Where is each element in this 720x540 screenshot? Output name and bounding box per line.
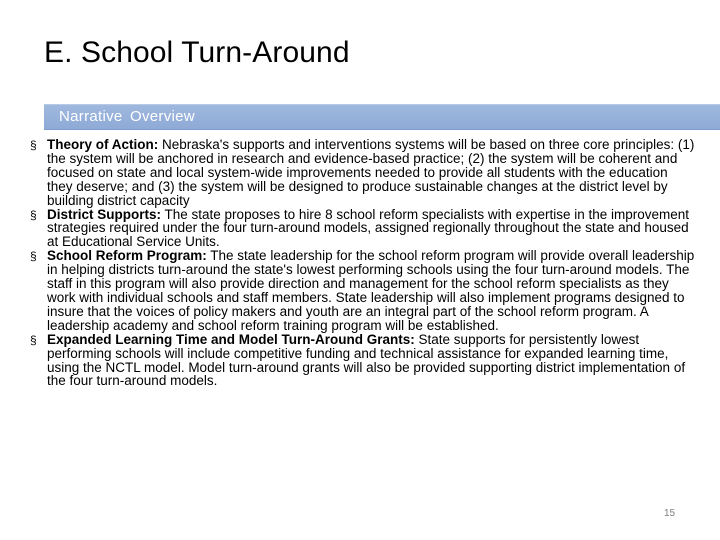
section-banner [44, 104, 720, 129]
bullet-heading: District Supports: [47, 206, 162, 222]
bullet-expanded-learning-time [30, 333, 696, 389]
bullet-marker: § [30, 332, 37, 347]
slide-title: E. School Turn-Around [44, 36, 350, 69]
bullet-marker: § [30, 138, 37, 152]
bullet-text: State supports for persistently lowest performing schools will include competitive funding and technical assistance for expanded learning time, using the NCTL model. Model turn-around grants will also be provided supporting district implementation of the four turn-around models. [47, 331, 686, 389]
bullet-theory-of-action [30, 138, 696, 208]
bullet-heading: School Reform Program: [47, 248, 207, 264]
bullet-text: The state leadership for the school reform program will provide overall leadership in helping districts turn-around the state's lowest performing schools using the four turn-around models. The staff in this program will also provide direction and management for the school reform specialists as they work with individual schools and staff members. State leadership will also implement programs designed to insure that the voices of policy makers and youth are an integral part of the school reform program. A leadership academy and school reform training program will be established. [47, 248, 695, 333]
bullet-district-supports [30, 208, 696, 250]
banner-label: Narrative Overview [59, 108, 195, 125]
bullet-heading: Expanded Learning Time and Model Turn-Around Grants: [47, 331, 415, 347]
bullet-heading: Theory of Action: [47, 137, 159, 152]
bullet-marker: § [30, 207, 37, 222]
bullet-marker: § [30, 249, 37, 264]
bullet-text: Nebraska's supports and interventions systems will be based on three core principles: (1) the system will be anchored in research and evidence-based practice; (2) the system will be coherent and focused on state and local system-wide improvements needed to provide all students with the education they deserve; and (3) the system will be designed to produce sustainable changes at the district level by building district capacity [47, 137, 695, 208]
bullet-list [30, 138, 696, 388]
bullet-school-reform-program [30, 249, 696, 332]
page-number: 15 [664, 508, 676, 519]
bullet-text: The state proposes to hire 8 school reform specialists with expertise in the improvement strategies required under the four turn-around models, assigned regionally throughout the state and housed at Educational Service Units. [47, 206, 690, 250]
